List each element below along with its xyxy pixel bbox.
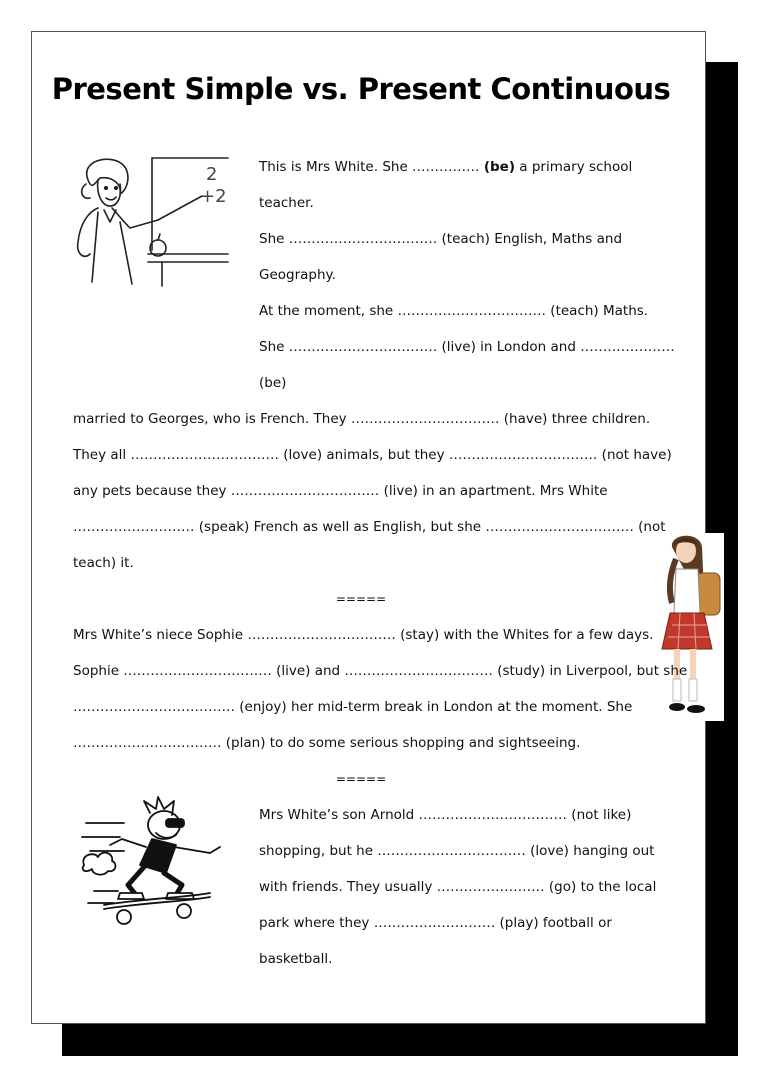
exercise-line-14: Sophie …………………………… (live) and …………………………… (study) in Liverpool, but she bbox=[73, 663, 688, 679]
svg-text:2: 2 bbox=[206, 164, 218, 185]
page-shadow-bottom bbox=[62, 1024, 738, 1056]
separator-2: ===== bbox=[335, 772, 387, 786]
exercise-line-12: teach) it. bbox=[73, 555, 134, 571]
skateboarder-illustration bbox=[80, 795, 230, 930]
exercise-line-16: …………………………… (plan) to do some serious shopping and sightseeing. bbox=[73, 735, 581, 751]
worksheet-title: Present Simple vs. Present Continuous bbox=[51, 72, 671, 106]
schoolgirl-illustration bbox=[656, 533, 726, 723]
exercise-line-4: Geography. bbox=[259, 267, 336, 283]
exercise-line-13: Mrs White’s niece Sophie …………………………… (stay) with the Whites for a few days. bbox=[73, 627, 654, 643]
exercise-line-20: park where they ……………………… (play) football or bbox=[259, 915, 612, 931]
teacher-illustration bbox=[70, 150, 230, 290]
exercise-line-1: This is Mrs White. She …………… (be) a primary school bbox=[259, 159, 633, 175]
exercise-line-8: married to Georges, who is French. They …………………………… (have) three children. bbox=[73, 411, 651, 427]
exercise-line-19: with friends. They usually …………………… (go) to the local bbox=[259, 879, 657, 895]
exercise-line-10: any pets because they …………………………… (live) in an apartment. Mrs White bbox=[73, 483, 608, 499]
exercise-line-18: shopping, but he …………………………… (love) hanging out bbox=[259, 843, 655, 859]
exercise-line-15: ……………………………… (enjoy) her mid-term break in London at the moment. She bbox=[73, 699, 633, 715]
exercise-line-21: basketball. bbox=[259, 951, 333, 967]
separator-1: ===== bbox=[335, 592, 387, 606]
exercise-line-5: At the moment, she …………………………… (teach) Maths. bbox=[259, 303, 649, 319]
exercise-line-17: Mrs White’s son Arnold …………………………… (not like) bbox=[259, 807, 632, 823]
exercise-line-7: (be) bbox=[259, 375, 287, 391]
verb-be-bold: (be) bbox=[483, 159, 515, 175]
svg-text:+2: +2 bbox=[200, 186, 227, 207]
exercise-line-3: She …………………………… (teach) English, Maths and bbox=[259, 231, 623, 247]
exercise-line-6: She …………………………… (live) in London and ………………… bbox=[259, 339, 675, 355]
exercise-line-11: ……………………… (speak) French as well as English, but she …………………………… (not bbox=[73, 519, 666, 535]
exercise-line-9: They all …………………………… (love) animals, but they …………………………… (not have) bbox=[73, 447, 672, 463]
exercise-line-2: teacher. bbox=[259, 195, 314, 211]
